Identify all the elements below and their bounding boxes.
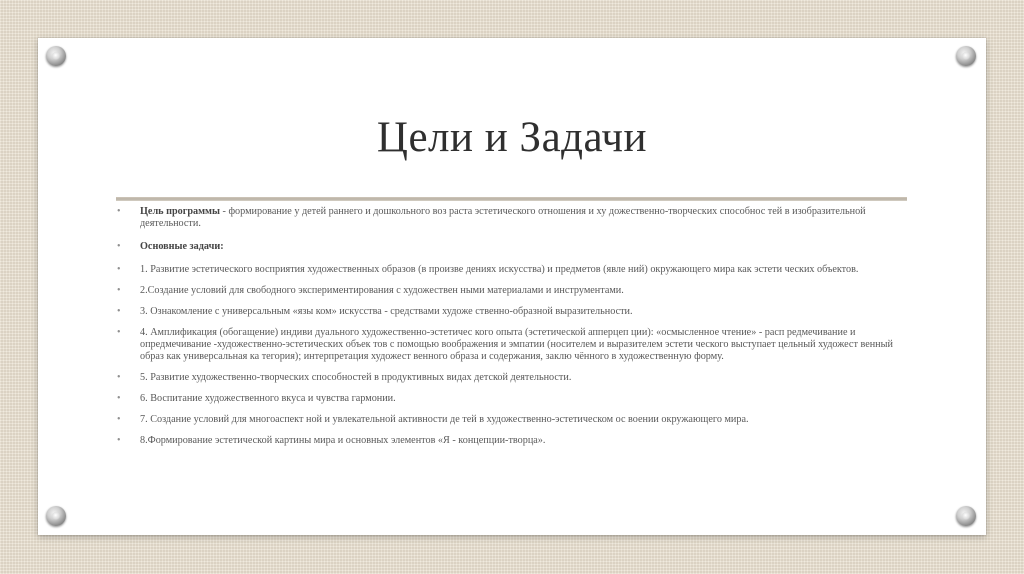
list-item-task	[117, 285, 907, 297]
pushpin-icon	[956, 46, 976, 66]
list-item-task	[117, 414, 907, 426]
list-item-task	[117, 306, 907, 318]
list-item-goal	[117, 206, 907, 230]
goal-text: - формирование у детей раннего и дошкольного воз раста эстетического отношения и ху дожественно-творческих способнос тей в изобразительной деятельности.	[140, 206, 866, 229]
task-text: 7. Создание условий для многоаспект ной и увлекательной активности де тей в художественно-эстетическом ос воении окружающего мира.	[140, 414, 749, 425]
list-item-task	[117, 393, 907, 405]
bullet-list	[117, 206, 907, 447]
list-item-task	[117, 435, 907, 447]
task-text: 2.Создание условий для свободного экспериментирования с художествен ными материалами и инструментами.	[140, 285, 624, 296]
task-text: 1. Развитие эстетического восприятия художественных образов (в произве дениях искусства) и предметов (явле ний) окружающего мира как эстети ческих объектов.	[140, 264, 859, 275]
task-text: 6. Воспитание художественного вкуса и чувства гармонии.	[140, 393, 396, 404]
slide-card	[38, 38, 986, 535]
title-divider	[116, 197, 907, 201]
list-item-task	[117, 264, 907, 276]
list-item-tasks-heading	[117, 241, 907, 253]
list-item-task	[117, 327, 907, 363]
task-text: 4. Амплификация (обогащение) индиви дуального художественно-эстетичес кого опыта (эстетической апперцеп ции): «осмысленное чтение» - расп редмечивание и опредмечивание -художественно-эстетических объек тов с помощью воображения и эмпатии (носителем и выразителем эстети ческого выступает цельный художест венный образ как универсальная ка тегория); интерпретация художест венного образа и содержания, заклю чённого в художественную форму.	[140, 327, 893, 362]
list-item-task	[117, 372, 907, 384]
pushpin-icon	[46, 46, 66, 66]
task-text: 3. Ознакомление с универсальным «язы ком» искусства - средствами художе ственно-образной выразительности.	[140, 306, 633, 317]
goal-label: Цель программы	[140, 206, 220, 217]
tasks-heading: Основные задачи:	[140, 241, 224, 252]
task-text: 5. Развитие художественно-творческих способностей в продуктивных видах детской деятельности.	[140, 372, 572, 383]
slide-title: Цели и Задачи	[376, 114, 648, 161]
pushpin-icon	[46, 506, 66, 526]
task-text: 8.Формирование эстетической картины мира и основных элементов «Я - концепции-творца».	[140, 435, 546, 446]
pushpin-icon	[956, 506, 976, 526]
